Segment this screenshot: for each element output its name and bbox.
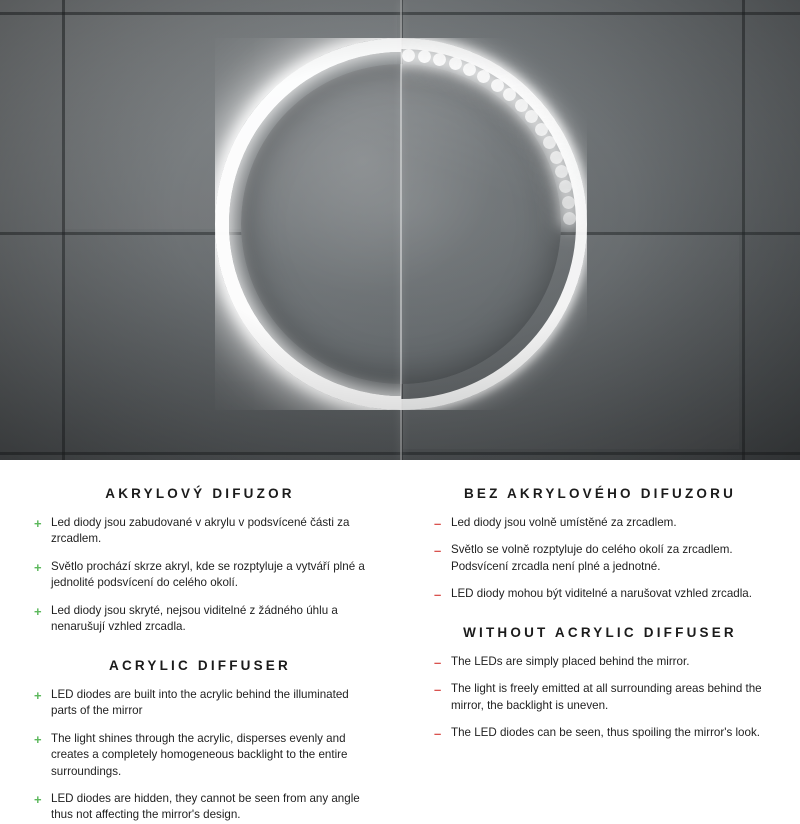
heading-acrylic-diffuser-cs: AKRYLOVÝ DIFUZOR [105,486,295,501]
plus-icon: + [34,516,42,531]
plus-icon: + [34,603,42,619]
column-acrylic-diffuser [0,460,400,822]
tile-grout-line [742,0,745,460]
bare-led-ring [401,38,587,410]
list-item [34,731,366,780]
list-item-text: Led diody jsou skryté, nejsou viditelné z žádného úhlu a nenarušují vzhled zrcadla. [51,603,338,634]
diffused-light-ring [215,38,401,410]
list-item-text: The light shines through the acrylic, disperses evenly and creates a completely homogeneous backlight to the entire surroundings. [51,731,348,778]
minus-icon: – [434,587,442,603]
minus-icon: – [434,682,442,698]
list-item [34,515,366,548]
list-item-text: The light is freely emitted at all surrounding areas behind the mirror, the backlight is uneven. [451,682,762,712]
led-dot [550,151,563,164]
led-dot [515,99,528,112]
led-dot [402,49,415,62]
list-item [434,542,766,575]
list-item [434,654,766,670]
list-item [34,687,366,720]
minus-icon: – [434,654,442,670]
list-item [434,586,766,602]
list-item [434,515,766,531]
list-item [34,559,366,592]
led-dot [491,79,504,92]
heading-without-diffuser-en: WITHOUT ACRYLIC DIFFUSER [463,624,737,640]
minus-icon: – [434,726,442,742]
minus-icon: – [434,543,442,559]
list-item [434,681,766,714]
minus-icon: – [434,516,442,531]
list-item [34,791,366,824]
list-item-text: The LED diodes can be seen, thus spoiling the mirror's look. [451,726,760,740]
list-item [34,603,366,636]
led-dot [535,123,548,136]
even-backlight-half [215,38,401,410]
split-divider [400,0,402,460]
points-acrylic-diffuser-en [34,687,366,824]
plus-icon: + [34,731,42,747]
points-acrylic-diffuser-cs [34,515,366,636]
points-without-diffuser-cs [434,515,766,603]
led-dot [562,196,575,209]
list-item-text: Světlo prochází skrze akryl, kde se rozptyluje a vytváří plné a jednolité podsvícení do celého okolí. [51,559,365,590]
column-without-acrylic-diffuser [400,460,800,800]
list-item-text: Led diody jsou zabudované v akrylu v podsvícené části za zrcadlem. [51,516,350,546]
led-dot [563,212,576,225]
list-item [434,725,766,741]
uneven-backlight-half [401,38,587,410]
list-item-text: Led diody jsou volně umístěné za zrcadlem. [451,516,677,529]
list-item-text: LED diodes are hidden, they cannot be seen from any angle thus not affecting the mirror's design. [51,791,360,822]
heading-acrylic-diffuser-en: ACRYLIC DIFFUSER [109,657,291,673]
description-area [0,460,800,822]
points-without-diffuser-en [434,654,766,742]
plus-icon: + [34,559,42,575]
led-dot [449,57,462,70]
heading-without-diffuser-cs: BEZ AKRYLOVÉHO DIFUZORU [463,486,737,501]
plus-icon: + [34,687,42,703]
plus-icon: + [34,791,42,807]
list-item-text: Světlo se volně rozptyluje do celého okolí za zrcadlem. Podsvícení zrcadla není plné a jednotné. [451,543,733,573]
list-item-text: LED diody mohou být viditelné a narušovat vzhled zrcadla. [451,587,752,601]
list-item-text: LED diodes are built into the acrylic behind the illuminated parts of the mirror [51,687,349,718]
list-item-text: The LEDs are simply placed behind the mirror. [451,654,690,668]
